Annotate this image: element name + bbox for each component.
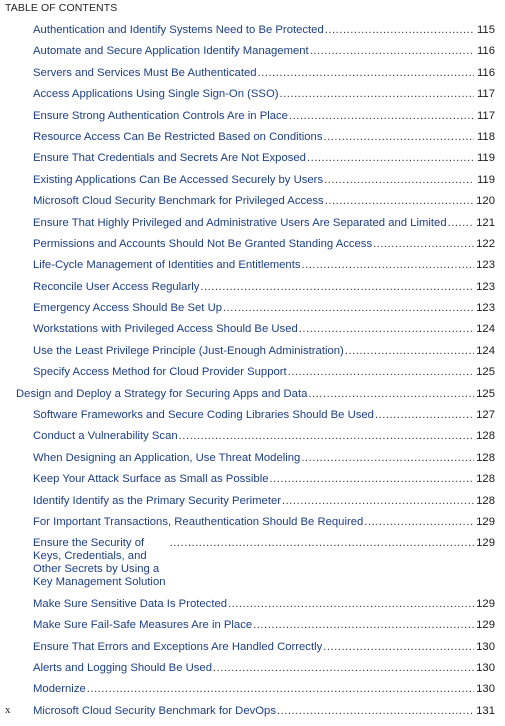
- toc-entry[interactable]: [0, 495, 505, 508]
- dot-leader: [325, 195, 474, 208]
- dot-leader: [289, 110, 474, 123]
- toc-entry-page: 131: [476, 704, 495, 717]
- toc-entry[interactable]: [0, 345, 505, 358]
- toc-entry-page: 117: [476, 109, 495, 122]
- dot-leader: [258, 67, 474, 80]
- dot-leader: [213, 662, 474, 675]
- toc-entry[interactable]: [0, 24, 505, 37]
- dot-leader: [288, 366, 474, 379]
- dot-leader: [302, 259, 474, 272]
- toc-entry-page: 129: [476, 537, 495, 550]
- toc-entry-title[interactable]: Microsoft Cloud Security Benchmark for Privileged Access: [33, 195, 324, 208]
- dot-leader: [87, 683, 474, 696]
- toc-entry[interactable]: [0, 88, 505, 101]
- toc-entry[interactable]: [0, 452, 505, 465]
- toc-entry[interactable]: [0, 67, 505, 80]
- dot-leader: [223, 302, 474, 315]
- toc-entry-title[interactable]: Life-Cycle Management of Identities and Entitlements: [33, 259, 301, 272]
- toc-entry-title[interactable]: Permissions and Accounts Should Not Be Granted Standing Access: [33, 237, 373, 250]
- toc-entry-page: 130: [476, 683, 495, 696]
- toc-entry-page: 116: [476, 66, 495, 79]
- dot-leader: [282, 495, 474, 508]
- toc-entry-title[interactable]: Conduct a Vulnerability Scan: [33, 430, 178, 443]
- table-of-contents: [0, 24, 505, 726]
- dot-leader: [228, 598, 474, 611]
- toc-entry-title[interactable]: Access Applications Using Single Sign-On (SSO): [33, 88, 279, 101]
- toc-entry-title[interactable]: Resource Access Can Be Restricted Based on Conditions: [33, 130, 323, 143]
- toc-entry-page: 128: [476, 494, 495, 507]
- toc-entry[interactable]: [0, 516, 505, 529]
- toc-entry-page: 115: [476, 24, 495, 36]
- toc-entry[interactable]: [0, 131, 505, 144]
- dot-leader: [299, 323, 474, 336]
- dot-leader: [280, 88, 474, 101]
- dot-leader: [345, 345, 474, 358]
- page-number: x: [5, 704, 11, 716]
- toc-entry[interactable]: [0, 641, 505, 654]
- dot-leader: [200, 281, 474, 294]
- toc-entry-title[interactable]: Modernize: [33, 683, 86, 696]
- toc-entry[interactable]: [0, 195, 505, 208]
- toc-entry-title[interactable]: Make Sure Fail-Safe Measures Are in Place: [33, 619, 253, 632]
- toc-entry-title[interactable]: Use the Least Privilege Principle (Just-Enough Administration): [33, 344, 344, 357]
- toc-entry-title[interactable]: Authentication and Identify Systems Need to Be Protected: [33, 24, 324, 36]
- toc-entry-title[interactable]: Identify Identify as the Primary Security Perimeter: [33, 494, 281, 507]
- toc-entry[interactable]: [0, 409, 505, 422]
- toc-entry-title[interactable]: Make Sure Sensitive Data Is Protected: [33, 597, 228, 610]
- toc-entry[interactable]: [0, 705, 505, 718]
- toc-entry-title[interactable]: Ensure the Security of Keys, Credentials, and Other Secrets by Using a Key Management Solution: [33, 537, 166, 589]
- toc-entry-page: 125: [476, 387, 495, 400]
- toc-entry[interactable]: [0, 683, 505, 696]
- dot-leader: [364, 516, 474, 529]
- toc-entry-title[interactable]: Workstations with Privileged Access Should Be Used: [33, 323, 298, 336]
- toc-entry-page: 128: [476, 473, 495, 486]
- toc-entry[interactable]: [0, 430, 505, 443]
- toc-entry-title[interactable]: Automate and Secure Application Identify Management: [33, 45, 309, 58]
- toc-entry[interactable]: [0, 302, 505, 315]
- toc-entry-title[interactable]: Ensure That Errors and Exceptions Are Handled Correctly: [33, 640, 323, 653]
- toc-entry-page: 117: [476, 88, 495, 101]
- toc-entry[interactable]: [0, 473, 505, 486]
- dot-leader: [179, 430, 474, 443]
- toc-entry-title[interactable]: Alerts and Logging Should Be Used: [33, 661, 212, 674]
- toc-entry-page: 124: [476, 323, 495, 336]
- dot-leader: [373, 238, 474, 251]
- dot-leader: [270, 473, 475, 486]
- toc-entry[interactable]: [0, 174, 505, 187]
- toc-entry[interactable]: [0, 110, 505, 123]
- dot-leader: [277, 705, 474, 718]
- toc-entry-title[interactable]: Existing Applications Can Be Accessed Securely by Users: [33, 173, 324, 186]
- toc-entry-title[interactable]: Emergency Access Should Be Set Up: [33, 302, 223, 315]
- toc-entry-page: 125: [476, 366, 495, 379]
- toc-entry-title[interactable]: Microsoft Cloud Security Benchmark for DevOps: [33, 704, 276, 717]
- dot-leader: [301, 452, 474, 465]
- toc-entry-page: 121: [476, 216, 495, 229]
- dot-leader: [307, 152, 474, 165]
- toc-entry[interactable]: [0, 537, 505, 589]
- toc-entry-page: 130: [476, 661, 495, 674]
- toc-entry[interactable]: [0, 598, 505, 611]
- toc-entry-page: 128: [476, 451, 495, 464]
- toc-entry-page: 123: [476, 259, 495, 272]
- toc-entry[interactable]: [0, 238, 505, 251]
- toc-entry-page: 123: [476, 302, 495, 315]
- toc-entry-title[interactable]: For Important Transactions, Reauthentication Should Be Required: [33, 515, 364, 528]
- toc-entry[interactable]: [0, 662, 505, 675]
- toc-entry-page: 129: [476, 515, 495, 528]
- toc-entry-title[interactable]: Keep Your Attack Surface as Small as Possible: [33, 473, 269, 486]
- toc-entry-page: 120: [476, 195, 495, 208]
- toc-entry-title[interactable]: Ensure That Credentials and Secrets Are Not Exposed: [33, 152, 306, 165]
- toc-entry-page: 130: [476, 640, 495, 653]
- toc-entry-page: 122: [476, 237, 495, 250]
- dot-leader: [448, 217, 474, 230]
- toc-section-title[interactable]: Design and Deploy a Strategy for Securing Apps and Data: [16, 387, 308, 400]
- toc-entry-page: 118: [476, 130, 495, 143]
- dot-leader: [253, 619, 474, 632]
- dot-leader: [325, 24, 474, 37]
- toc-entry[interactable]: [0, 259, 505, 272]
- toc-entry-page: 123: [476, 280, 495, 293]
- dot-leader: [170, 537, 474, 550]
- toc-entry-title[interactable]: When Designing an Application, Use Threat Modeling: [33, 451, 301, 464]
- running-head: TABLE OF CONTENTS: [5, 2, 118, 14]
- toc-entry-page: 119: [476, 152, 495, 165]
- dot-leader: [308, 388, 474, 401]
- toc-entry[interactable]: [0, 619, 505, 632]
- toc-entry-page: 129: [476, 597, 495, 610]
- toc-entry-title[interactable]: Ensure That Highly Privileged and Administrative Users Are Separated and Limited: [33, 216, 447, 229]
- toc-entry-page: 129: [476, 619, 495, 632]
- toc-entry-page: 127: [476, 409, 495, 422]
- dot-leader: [310, 45, 474, 58]
- toc-entry[interactable]: [0, 217, 505, 230]
- toc-entry-page: 119: [476, 173, 495, 186]
- toc-entry-title[interactable]: Reconcile User Access Regularly: [33, 280, 200, 293]
- toc-entry-title[interactable]: Software Frameworks and Secure Coding Libraries Should Be Used: [33, 409, 374, 422]
- dot-leader: [375, 409, 474, 422]
- dot-leader: [323, 641, 474, 654]
- toc-entry-page: 124: [476, 344, 495, 357]
- toc-entry-title[interactable]: Specify Access Method for Cloud Provider Support: [33, 366, 287, 379]
- toc-entry-title[interactable]: Ensure Strong Authentication Controls Are in Place: [33, 109, 288, 122]
- dot-leader: [324, 174, 474, 187]
- toc-entry[interactable]: [0, 152, 505, 165]
- toc-entry-title[interactable]: Servers and Services Must Be Authenticated: [33, 66, 257, 79]
- toc-entry[interactable]: [0, 281, 505, 294]
- toc-section-entry[interactable]: [0, 388, 505, 401]
- toc-entry[interactable]: [0, 366, 505, 379]
- dot-leader: [323, 131, 474, 144]
- toc-entry[interactable]: [0, 45, 505, 58]
- toc-entry-page: 128: [476, 430, 495, 443]
- toc-entry[interactable]: [0, 323, 505, 336]
- toc-entry-page: 116: [476, 45, 495, 58]
